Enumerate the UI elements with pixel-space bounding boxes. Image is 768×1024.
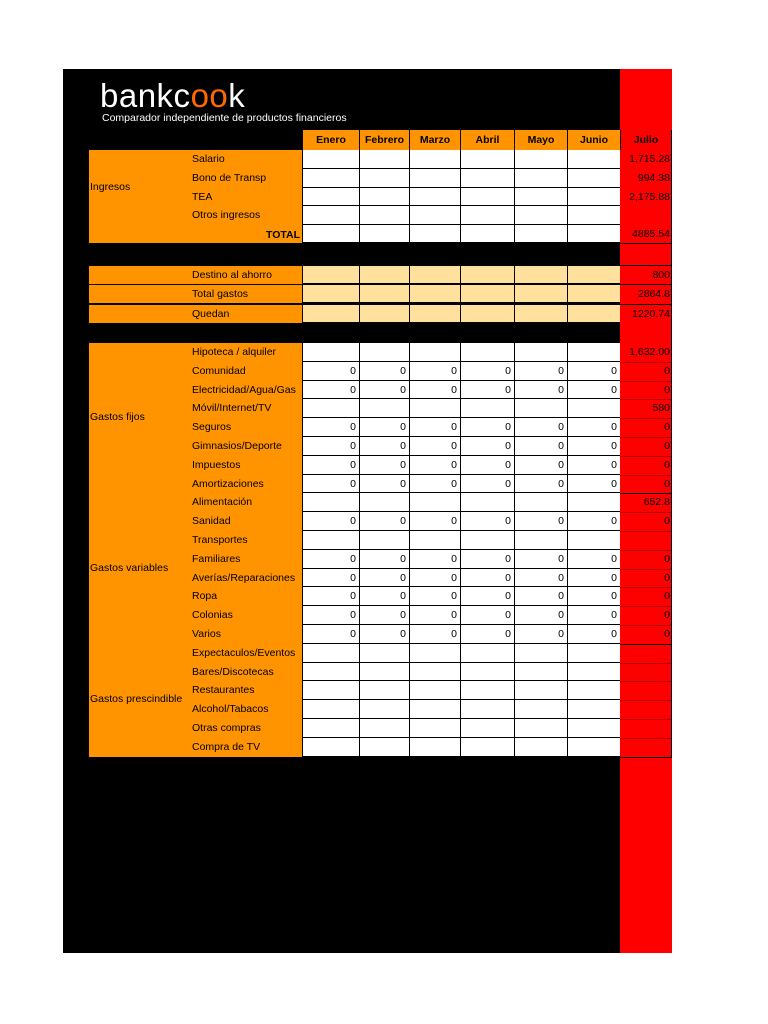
month-value: 0	[350, 590, 356, 603]
month-value: 0	[350, 609, 356, 622]
income-row-cell-4[interactable]	[514, 150, 567, 169]
summary-row-cell-0[interactable]	[302, 285, 359, 303]
month-value: 0	[505, 571, 511, 584]
row-cell-3[interactable]	[460, 719, 514, 738]
row-cell-4[interactable]	[514, 700, 567, 719]
income-row-cell-0[interactable]	[302, 150, 359, 169]
month-value: 0	[505, 458, 511, 471]
summary-row-cell-5[interactable]	[567, 285, 620, 303]
month-value: 0	[505, 421, 511, 434]
month-value: 0	[451, 440, 457, 452]
month-value: 0	[505, 383, 511, 396]
month-value: 0	[558, 364, 564, 377]
row-cell-5[interactable]	[567, 343, 620, 362]
income-row-cell-2[interactable]	[409, 206, 460, 225]
row-cell-3[interactable]	[460, 644, 514, 663]
income-row-cell-0[interactable]	[302, 188, 359, 207]
row-cell-5[interactable]	[567, 644, 620, 663]
july-divider	[620, 719, 672, 720]
month-value: 0	[350, 477, 356, 490]
month-value: 0	[505, 515, 511, 528]
total-row-cell-1[interactable]	[359, 225, 409, 243]
summary-july-value: 1220.74	[632, 308, 670, 320]
month-value: 0	[558, 571, 564, 584]
row-cell-2[interactable]	[409, 700, 460, 719]
row-cell-0[interactable]	[302, 343, 359, 362]
july-divider	[620, 663, 672, 664]
month-value: 0	[505, 440, 511, 452]
month-value: 0	[611, 440, 617, 452]
row-cell-2[interactable]	[409, 644, 460, 663]
month-value: 0	[400, 440, 406, 452]
summary-row-cell-1[interactable]	[359, 305, 409, 323]
row-cell-4[interactable]	[514, 663, 567, 682]
income-row-cell-3[interactable]	[460, 188, 514, 207]
july-value: 0	[664, 421, 670, 434]
row-label: Compra de TV	[192, 740, 261, 753]
brand-logo: bankcook	[100, 77, 246, 114]
july-divider	[620, 381, 672, 382]
row-cell-5[interactable]	[567, 681, 620, 700]
month-value: 0	[558, 383, 564, 396]
summary-row-cell-2[interactable]	[409, 266, 460, 284]
month-value: 0	[400, 552, 406, 565]
month-value: 0	[611, 628, 617, 640]
row-cell-3[interactable]	[460, 738, 514, 757]
summary-row-cell-4[interactable]	[514, 266, 567, 284]
row-cell-0[interactable]	[302, 531, 359, 550]
month-value: 0	[558, 421, 564, 434]
july-value: 580	[652, 402, 670, 415]
july-divider	[620, 437, 672, 438]
row-label: Comunidad	[192, 364, 246, 377]
july-value: 0	[664, 364, 670, 377]
month-value: 0	[350, 383, 356, 396]
month-value: 0	[400, 590, 406, 603]
total-row-cell-5[interactable]	[567, 225, 620, 243]
row-cell-0[interactable]	[302, 700, 359, 719]
summary-row-cell-1[interactable]	[359, 285, 409, 303]
month-header-mayo[interactable]: Mayo	[514, 130, 567, 150]
month-value: 0	[350, 364, 356, 377]
july-value: 1,632.00	[629, 346, 670, 358]
july-value: 0	[664, 477, 670, 490]
row-label: Impuestos	[192, 458, 241, 471]
total-underline	[89, 243, 672, 244]
month-value: 0	[350, 515, 356, 528]
row-cell-5[interactable]	[567, 399, 620, 418]
row-label: Ropa	[192, 590, 218, 603]
row-label: Hipoteca / alquiler	[192, 346, 277, 358]
july-divider	[620, 625, 672, 626]
total-row-cell-2[interactable]	[409, 225, 460, 243]
group-divider	[89, 757, 672, 758]
month-value: 0	[611, 515, 617, 528]
month-value: 0	[350, 552, 356, 565]
summary-row-cell-2[interactable]	[409, 305, 460, 323]
month-value: 0	[451, 609, 457, 622]
row-label: Bares/Discotecas	[192, 665, 274, 678]
income-july-value: 1,715.28	[629, 153, 670, 165]
row-cell-4[interactable]	[514, 644, 567, 663]
income-row-cell-5[interactable]	[567, 206, 620, 225]
income-row-cell-4[interactable]	[514, 206, 567, 225]
row-label: Gimnasios/Deporte	[192, 440, 282, 452]
month-value: 0	[558, 477, 564, 490]
july-value: 0	[664, 609, 670, 622]
total-july-value: 4885.54	[632, 228, 670, 241]
month-value: 0	[400, 515, 406, 528]
row-label: Expectaculos/Eventos	[192, 646, 296, 659]
row-cell-1[interactable]	[359, 663, 409, 682]
row-cell-2[interactable]	[409, 343, 460, 362]
row-label: Alcohol/Tabacos	[192, 703, 269, 716]
income-row-cell-3[interactable]	[460, 169, 514, 188]
row-cell-4[interactable]	[514, 343, 567, 362]
month-value: 0	[451, 590, 457, 603]
july-divider	[620, 456, 672, 457]
july-value: 0	[664, 552, 670, 565]
summary-row-cell-5[interactable]	[567, 305, 620, 323]
month-value: 0	[505, 590, 511, 603]
row-cell-4[interactable]	[514, 399, 567, 418]
income-row-cell-0[interactable]	[302, 206, 359, 225]
row-cell-2[interactable]	[409, 681, 460, 700]
month-value: 0	[400, 421, 406, 434]
july-divider	[620, 569, 672, 570]
summary-label: Destino al ahorro	[192, 269, 272, 281]
month-value: 0	[611, 571, 617, 584]
income-row-cell-1[interactable]	[359, 206, 409, 225]
row-cell-5[interactable]	[567, 719, 620, 738]
july-value: 652.8	[643, 496, 670, 509]
month-value: 0	[451, 628, 457, 640]
july-value: 0	[664, 590, 670, 603]
month-value: 0	[400, 364, 406, 377]
month-header-marzo[interactable]: Marzo	[409, 130, 460, 150]
summary-july-value: 2864.8	[637, 288, 670, 300]
row-cell-4[interactable]	[514, 738, 567, 757]
month-value: 0	[558, 440, 564, 452]
gastos-variables-label: Gastos variables	[90, 561, 169, 574]
summary-label: Quedan	[192, 308, 230, 320]
summary-topline	[89, 304, 672, 305]
row-cell-4[interactable]	[514, 493, 567, 512]
july-divider	[620, 512, 672, 513]
row-label: Electricidad/Agua/Gas	[192, 383, 296, 396]
income-row-cell-0[interactable]	[302, 169, 359, 188]
month-value: 0	[558, 515, 564, 528]
income-row-cell-4[interactable]	[514, 188, 567, 207]
july-divider	[620, 475, 672, 476]
month-value: 0	[611, 477, 617, 490]
month-header-junio[interactable]: Junio	[567, 130, 620, 150]
summary-row-cell-3[interactable]	[460, 305, 514, 323]
month-value: 0	[558, 628, 564, 640]
row-cell-2[interactable]	[409, 738, 460, 757]
july-divider	[620, 587, 672, 588]
month-value: 0	[451, 458, 457, 471]
income-row-cell-2[interactable]	[409, 169, 460, 188]
row-cell-5[interactable]	[567, 663, 620, 682]
summary-label: Total gastos	[192, 288, 249, 300]
month-value: 0	[611, 590, 617, 603]
income-row-cell-1[interactable]	[359, 169, 409, 188]
july-divider	[620, 399, 672, 400]
row-cell-0[interactable]	[302, 738, 359, 757]
row-label: Averías/Reparaciones	[192, 571, 296, 584]
row-cell-3[interactable]	[460, 343, 514, 362]
month-value: 0	[611, 383, 617, 396]
july-divider	[620, 531, 672, 532]
total-row-cell-3[interactable]	[460, 225, 514, 243]
row-cell-1[interactable]	[359, 719, 409, 738]
month-value: 0	[611, 552, 617, 565]
gastos-fijos-label: Gastos fijos	[90, 411, 145, 424]
summary-row-cell-2[interactable]	[409, 285, 460, 303]
month-value: 0	[350, 458, 356, 471]
row-label: Restaurantes	[192, 684, 255, 697]
row-label: Seguros	[192, 421, 232, 434]
row-cell-2[interactable]	[409, 531, 460, 550]
summary-row-cell-3[interactable]	[460, 266, 514, 284]
income-row-label: Otros ingresos	[192, 209, 261, 222]
july-divider	[620, 362, 672, 363]
month-value: 0	[451, 364, 457, 377]
row-cell-2[interactable]	[409, 663, 460, 682]
total-row-cell-4[interactable]	[514, 225, 567, 243]
month-value: 0	[558, 590, 564, 603]
row-label: Transportes	[192, 534, 248, 546]
summary-row-cell-5[interactable]	[567, 266, 620, 284]
summary-row-cell-4[interactable]	[514, 305, 567, 323]
summary-row-cell-0[interactable]	[302, 305, 359, 323]
row-cell-4[interactable]	[514, 531, 567, 550]
july-divider	[620, 738, 672, 739]
month-value: 0	[505, 477, 511, 490]
summary-row-cell-3[interactable]	[460, 285, 514, 303]
row-cell-4[interactable]	[514, 719, 567, 738]
row-cell-2[interactable]	[409, 399, 460, 418]
row-cell-1[interactable]	[359, 681, 409, 700]
month-value: 0	[451, 477, 457, 490]
month-value: 0	[350, 571, 356, 584]
month-value: 0	[400, 628, 406, 640]
income-row-cell-5[interactable]	[567, 188, 620, 207]
july-value: 0	[664, 571, 670, 584]
row-cell-0[interactable]	[302, 644, 359, 663]
row-cell-5[interactable]	[567, 493, 620, 512]
row-cell-1[interactable]	[359, 531, 409, 550]
month-value: 0	[451, 421, 457, 434]
month-value: 0	[400, 458, 406, 471]
row-label: Familiares	[192, 552, 241, 565]
row-label: Otras compras	[192, 722, 261, 734]
july-divider	[620, 606, 672, 607]
july-value: 0	[664, 383, 670, 396]
month-value: 0	[451, 571, 457, 584]
row-cell-2[interactable]	[409, 493, 460, 512]
month-value: 0	[350, 421, 356, 434]
summary-row-cell-1[interactable]	[359, 266, 409, 284]
summary-row-cell-4[interactable]	[514, 285, 567, 303]
row-cell-2[interactable]	[409, 719, 460, 738]
row-cell-5[interactable]	[567, 738, 620, 757]
row-label: Varios	[192, 628, 221, 640]
header-spacer	[89, 130, 302, 150]
income-july-value: 2,175.88	[629, 190, 670, 203]
row-cell-1[interactable]	[359, 399, 409, 418]
row-cell-5[interactable]	[567, 531, 620, 550]
row-cell-3[interactable]	[460, 700, 514, 719]
grid-right-border	[671, 130, 672, 757]
income-row-cell-3[interactable]	[460, 206, 514, 225]
summary-topline	[89, 284, 672, 285]
month-value: 0	[505, 609, 511, 622]
row-label: Móvil/Internet/TV	[192, 402, 272, 415]
row-cell-0[interactable]	[302, 399, 359, 418]
month-value: 0	[400, 571, 406, 584]
month-value: 0	[451, 383, 457, 396]
row-cell-3[interactable]	[460, 663, 514, 682]
summary-july-value: 800	[652, 269, 670, 281]
month-header-julio[interactable]: Julio	[620, 130, 671, 150]
month-value: 0	[558, 458, 564, 471]
month-header-febrero[interactable]: Febrero	[359, 130, 409, 150]
july-value: 0	[664, 628, 670, 640]
july-value: 0	[664, 440, 670, 452]
month-value: 0	[611, 364, 617, 377]
gastos-prescindibles-label: Gastos prescindible	[90, 693, 183, 706]
month-value: 0	[611, 458, 617, 471]
july-divider	[620, 681, 672, 682]
income-row-cell-2[interactable]	[409, 188, 460, 207]
income-row-cell-5[interactable]	[567, 150, 620, 169]
income-row-label: TEA	[192, 190, 213, 203]
row-cell-1[interactable]	[359, 700, 409, 719]
month-value: 0	[400, 383, 406, 396]
row-label: Amortizaciones	[192, 477, 264, 490]
month-value: 0	[611, 421, 617, 434]
brand-tagline: Comparador independiente de productos financieros	[102, 112, 347, 124]
month-value: 0	[400, 609, 406, 622]
month-value: 0	[350, 440, 356, 452]
month-value: 0	[451, 552, 457, 565]
month-value: 0	[505, 364, 511, 377]
month-value: 0	[350, 628, 356, 640]
row-cell-1[interactable]	[359, 644, 409, 663]
month-value: 0	[558, 552, 564, 565]
month-header-abril[interactable]: Abril	[460, 130, 514, 150]
july-divider	[620, 700, 672, 701]
income-row-cell-4[interactable]	[514, 169, 567, 188]
row-cell-3[interactable]	[460, 531, 514, 550]
row-cell-1[interactable]	[359, 493, 409, 512]
july-value: 0	[664, 458, 670, 471]
row-cell-0[interactable]	[302, 663, 359, 682]
row-label: Alimentación	[192, 496, 253, 509]
row-cell-5[interactable]	[567, 700, 620, 719]
summary-topline	[89, 265, 672, 266]
total-label: TOTAL	[265, 229, 300, 242]
july-divider	[620, 418, 672, 419]
row-label: Sanidad	[192, 515, 231, 528]
income-row-cell-1[interactable]	[359, 150, 409, 169]
ingresos-label: Ingresos	[90, 180, 131, 193]
income-row-cell-3[interactable]	[460, 150, 514, 169]
row-cell-4[interactable]	[514, 681, 567, 700]
row-cell-3[interactable]	[460, 493, 514, 512]
total-row-cell-0[interactable]	[302, 225, 359, 243]
row-cell-3[interactable]	[460, 681, 514, 700]
income-row-cell-1[interactable]	[359, 188, 409, 207]
july-value: 0	[664, 515, 670, 528]
row-cell-3[interactable]	[460, 399, 514, 418]
month-value: 0	[505, 552, 511, 565]
july-divider	[620, 550, 672, 551]
month-value: 0	[451, 515, 457, 528]
row-cell-0[interactable]	[302, 681, 359, 700]
row-cell-1[interactable]	[359, 343, 409, 362]
income-row-cell-5[interactable]	[567, 169, 620, 188]
income-row-label: Bono de Transp	[192, 171, 267, 184]
month-value: 0	[400, 477, 406, 490]
summary-row-cell-0[interactable]	[302, 266, 359, 284]
month-value: 0	[558, 609, 564, 622]
row-label: Colonias	[192, 609, 233, 622]
income-row-cell-2[interactable]	[409, 150, 460, 169]
income-row-label: Salario	[192, 153, 225, 165]
income-july-value: 994.38	[637, 171, 670, 184]
month-header-enero[interactable]: Enero	[302, 130, 359, 150]
row-cell-0[interactable]	[302, 719, 359, 738]
row-cell-0[interactable]	[302, 493, 359, 512]
row-cell-1[interactable]	[359, 738, 409, 757]
month-value: 0	[611, 609, 617, 622]
month-value: 0	[505, 628, 511, 640]
